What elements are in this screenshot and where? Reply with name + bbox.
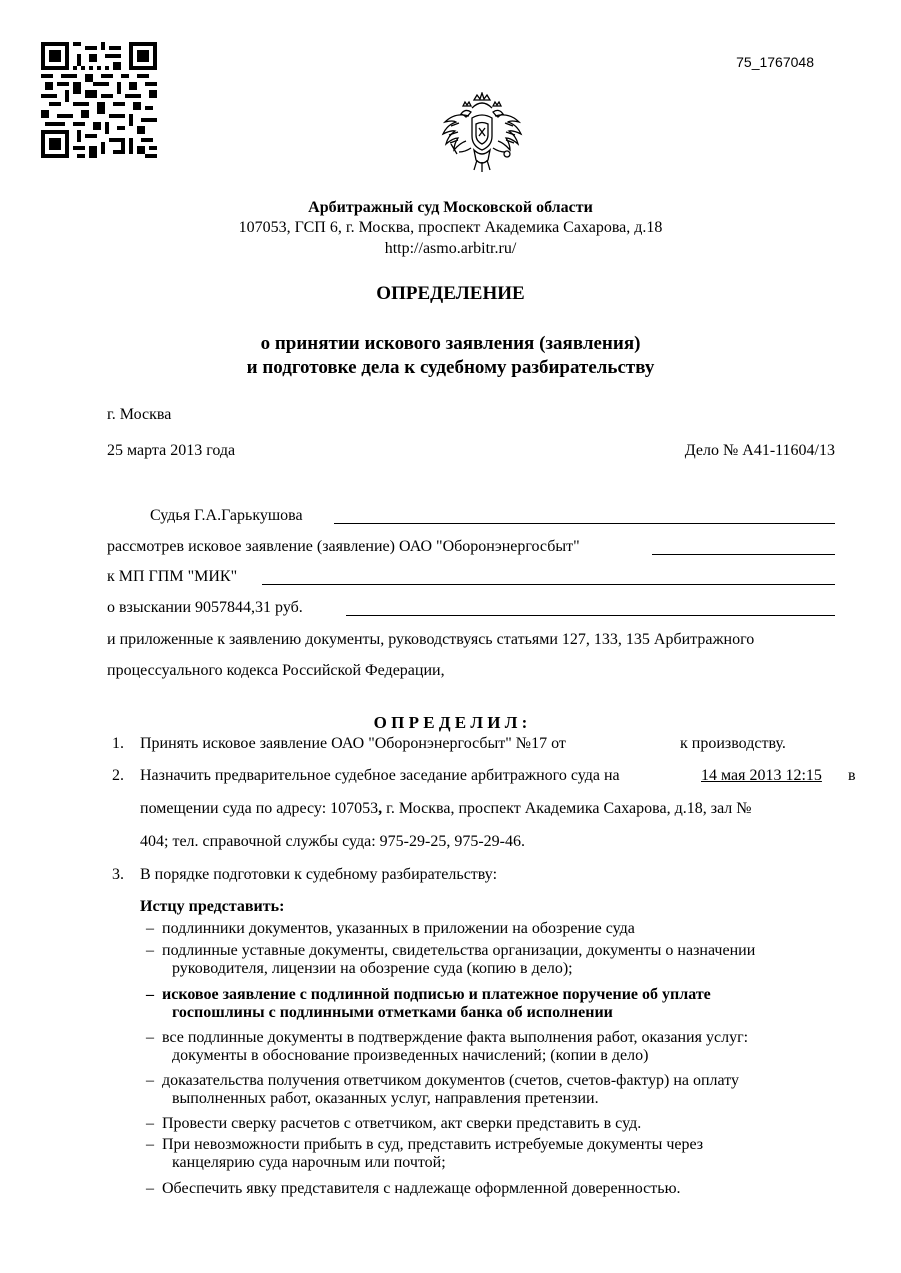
dash-bullet: – <box>146 1072 154 1089</box>
dash-bullet: – <box>146 986 154 1003</box>
document-subtitle-1: о принятии искового заявления (заявления) <box>260 333 641 354</box>
plaintiff-heading: Истцу представить: <box>140 898 285 915</box>
list-item <box>146 1071 858 1090</box>
list-item-continuation: выполненных работ, оказанных услуг, направления претензии. <box>172 1090 599 1107</box>
case-number: Дело № А41-11604/13 <box>684 442 835 459</box>
qr-code-icon <box>41 42 157 158</box>
list-item-text: подлинники документов, указанных в приложении на обозрение суда <box>162 920 635 937</box>
item-3-number: 3. <box>112 866 124 883</box>
item-2-line-2-comma: , <box>378 800 383 817</box>
list-item-text: исковое заявление с подлинной подписью и платежное поручение об уплате <box>162 986 711 1003</box>
claim-blank-line <box>346 615 835 616</box>
list-item-continuation: канцелярию суда нарочным или почтой; <box>172 1154 446 1171</box>
court-address: 107053, ГСП 6, г. Москва, проспект Академика Сахарова, д.18 <box>238 219 663 236</box>
dash-bullet: – <box>146 942 154 959</box>
list-item-text: доказательства получения ответчиком документов (счетов, счетов-фактур) на оплату <box>162 1072 739 1089</box>
list-item-continuation: госпошлины с подлинными отметками банка об исполнении <box>172 1004 613 1021</box>
list-item <box>146 985 858 1004</box>
list-item-text: Провести сверку расчетов с ответчиком, акт сверки представить в суд. <box>162 1115 642 1132</box>
city: г. Москва <box>107 406 172 423</box>
court-website: http://asmo.arbitr.ru/ <box>384 240 517 257</box>
list-item-text: При невозможности прибыть в суд, представить истребуемые документы через <box>162 1136 704 1153</box>
defendant-blank-line <box>262 584 835 585</box>
list-item <box>146 1114 858 1133</box>
list-item-continuation: руководителя, лицензии на обозрение суда (копию в дело); <box>172 960 573 977</box>
list-item-continuation: документы в обоснование произведенных начислений; (копии в дело) <box>172 1047 649 1064</box>
dash-bullet: – <box>146 1115 154 1132</box>
list-item <box>146 941 858 960</box>
document-number: 75_1767048 <box>736 54 814 70</box>
list-item-text: подлинные уставные документы, свидетельства организации, документы о назначении <box>162 942 756 959</box>
dash-bullet: – <box>146 920 154 937</box>
claim-label: о взыскании 9057844,31 руб. <box>107 599 303 616</box>
list-item <box>146 1135 858 1154</box>
item-2-line-3: 404; тел. справочной службы суда: 975-29-25, 975-29-46. <box>140 833 525 850</box>
list-item-text: Обеспечить явку представителя с надлежаще оформленной доверенностью. <box>162 1180 681 1197</box>
list-item <box>146 919 858 938</box>
date: 25 марта 2013 года <box>107 442 236 459</box>
item-2-line-2-a: помещении суда по адресу: 107053 <box>140 800 379 817</box>
list-item <box>146 1028 858 1047</box>
dash-bullet: – <box>146 1029 154 1046</box>
considered-blank-line <box>652 554 835 555</box>
considered-label: рассмотрев исковое заявление (заявление) ОАО "Оборонэнергосбыт" <box>107 538 580 555</box>
item-3-text: В порядке подготовки к судебному разбирательству: <box>140 866 498 883</box>
document-subtitle-2: и подготовке дела к судебному разбирательству <box>246 357 655 378</box>
document-title: ОПРЕДЕЛЕНИЕ <box>376 283 525 304</box>
judge-label: Судья Г.А.Гарькушова <box>150 507 303 524</box>
dash-bullet: – <box>146 1180 154 1197</box>
item-2-line-2 <box>140 800 752 818</box>
defendant-label: к МП ГПМ "МИК" <box>107 568 238 585</box>
item-1-text-b: к производству. <box>680 735 786 752</box>
documents-line-2: процессуального кодекса Российской Федерации, <box>107 662 445 679</box>
hearing-date: 14 мая 2013 12:15 <box>701 767 822 784</box>
item-1-text-a: Принять исковое заявление ОАО "Оборонэнергосбыт" №17 от <box>140 735 566 752</box>
list-item-text: все подлинные документы в подтверждение факта выполнения работ, оказания услуг: <box>162 1029 749 1046</box>
decided-heading: О П Р Е Д Е Л И Л : <box>373 713 528 732</box>
item-2-number: 2. <box>112 767 124 784</box>
dash-bullet: – <box>146 1136 154 1153</box>
item-1-number: 1. <box>112 735 124 752</box>
court-name: Арбитражный суд Московской области <box>308 199 593 216</box>
coat-of-arms-icon <box>441 92 523 176</box>
judge-blank-line <box>334 523 835 524</box>
list-item <box>146 1179 858 1198</box>
item-2-line-2-b: г. Москва, проспект Академика Сахарова, д.18, зал № <box>382 800 752 817</box>
item-2-text-a: Назначить предварительное судебное заседание арбитражного суда на <box>140 767 620 784</box>
item-2-text-b: в <box>848 767 856 784</box>
documents-line-1: и приложенные к заявлению документы, руководствуясь статьями 127, 133, 135 Арбитражного <box>107 631 755 648</box>
